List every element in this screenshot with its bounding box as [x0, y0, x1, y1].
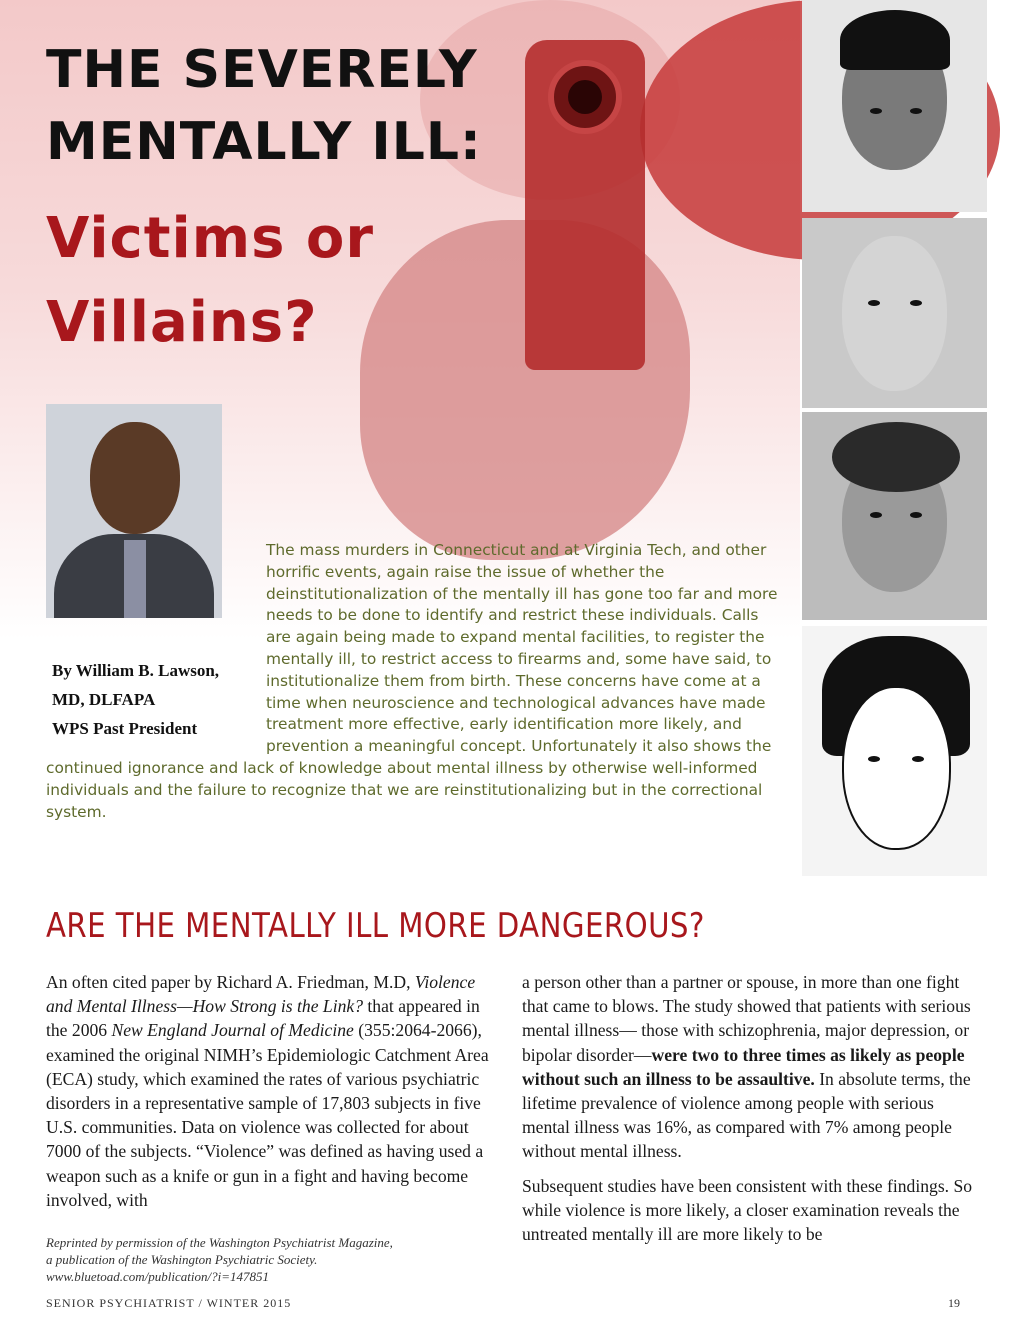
article-citation: Violence and Mental Illness—How Strong is the Link?	[46, 972, 476, 1017]
emphasis-text: were two to three times as likely as people without such an illness to be assaultive.	[522, 1044, 965, 1089]
mugshot-1	[802, 0, 987, 212]
mugshot-eye	[868, 756, 880, 762]
body-paragraph: Subsequent studies have been consistent with these findings. So while violence is more likely, a closer examination reveals the untreated mentally ill are more likely to be	[522, 1175, 973, 1245]
byline-author: By William B. Lawson,	[52, 661, 220, 680]
body-column-right	[522, 970, 974, 1256]
page-number: 19	[948, 1296, 960, 1310]
body-text: An often cited paper by Richard A. Friedman, M.D,	[46, 972, 415, 992]
mugshot-face	[842, 686, 951, 850]
title-line-2: MENTALLY ILL:	[46, 112, 482, 172]
body-text: (355:2064-2066), examined the original NIMH’s Epidemiologic Catchment Area (ECA) study, which examined the rates of various psychiatric disorders in a representative sample of 17,803 subjects in five U.S. communities. Data on violence was collected for about 7000 of the subjects. “Violence” was defined as having used a weapon such as a knife or gun in a fight and having become involved, with	[46, 1020, 489, 1210]
mugshot-eye	[912, 756, 924, 762]
footer-publication: SENIOR PSYCHIATRIST / WINTER 2015	[46, 1296, 292, 1310]
author-head	[90, 422, 180, 534]
credit-line: a publication of the Washington Psychiatric Society.	[46, 1252, 318, 1267]
mugshot-hair	[840, 10, 950, 70]
body-text: that appeared in the 2006	[46, 996, 480, 1041]
mugshot-eye	[910, 300, 922, 306]
byline-role: WPS Past President	[52, 719, 198, 738]
body-paragraph	[46, 970, 498, 1212]
section-heading: ARE THE MENTALLY ILL MORE DANGEROUS?	[46, 906, 705, 946]
mugshot-2	[802, 218, 987, 408]
mugshot-eye	[910, 512, 922, 518]
byline-credentials: MD, DLFAPA	[52, 690, 156, 709]
gun-barrel	[568, 80, 602, 114]
mugshot-face	[842, 236, 947, 391]
mugshot-4	[802, 626, 987, 876]
mugshot-eye	[870, 108, 882, 114]
mugshot-3	[802, 412, 987, 620]
mugshot-eye	[870, 512, 882, 518]
title-line-4: Villains?	[46, 290, 318, 355]
title-line-3: Victims or	[46, 206, 374, 271]
body-text: a person other than a partner or spouse, in more than one fight that came to blows. The study showed that patients with serious mental illness— those with schizophrenia, major depression, or bipolar disorder—	[522, 972, 971, 1065]
byline	[52, 656, 262, 743]
credit-line: Reprinted by permission of the Washington Psychiatrist Magazine,	[46, 1235, 393, 1250]
intro-text: The mass murders in Connecticut and at Virginia Tech, and other horrific events, again raise the issue of whether the deinstitutionalization of the mentally ill has gone too far and more needs to be done to identify and restrict these individuals. Calls are again being made to expand mental facilities, to register the mentally ill, to restrict access to firearms and, some have said, to institutionalize them from birth. These concerns have come at a time when neuroscience and technological advances have made treatment more effective, early identification more likely, and prevention a meaningful concept. Unfortunately it also shows the continued ignorance and lack of knowledge about mental illness by otherwise well-informed individuals and the failure to recognize that we are reinstitutionalizing but in the correctional system.	[46, 541, 778, 821]
mugshot-eye	[868, 300, 880, 306]
mugshot-eye	[910, 108, 922, 114]
body-text: In absolute terms, the lifetime prevalence of violence among people with serious mental illness was 16%, as compared with 7% among people without mental illness.	[522, 1068, 971, 1162]
body-paragraph	[522, 970, 974, 1164]
body-column-left	[46, 970, 498, 1222]
title-line-1: THE SEVERELY	[46, 40, 478, 100]
reprint-credit	[46, 1234, 486, 1285]
mugshot-hair	[832, 422, 960, 492]
journal-name: New England Journal of Medicine	[111, 1020, 354, 1041]
credit-url: www.bluetoad.com/publication/?i=147851	[46, 1269, 270, 1284]
